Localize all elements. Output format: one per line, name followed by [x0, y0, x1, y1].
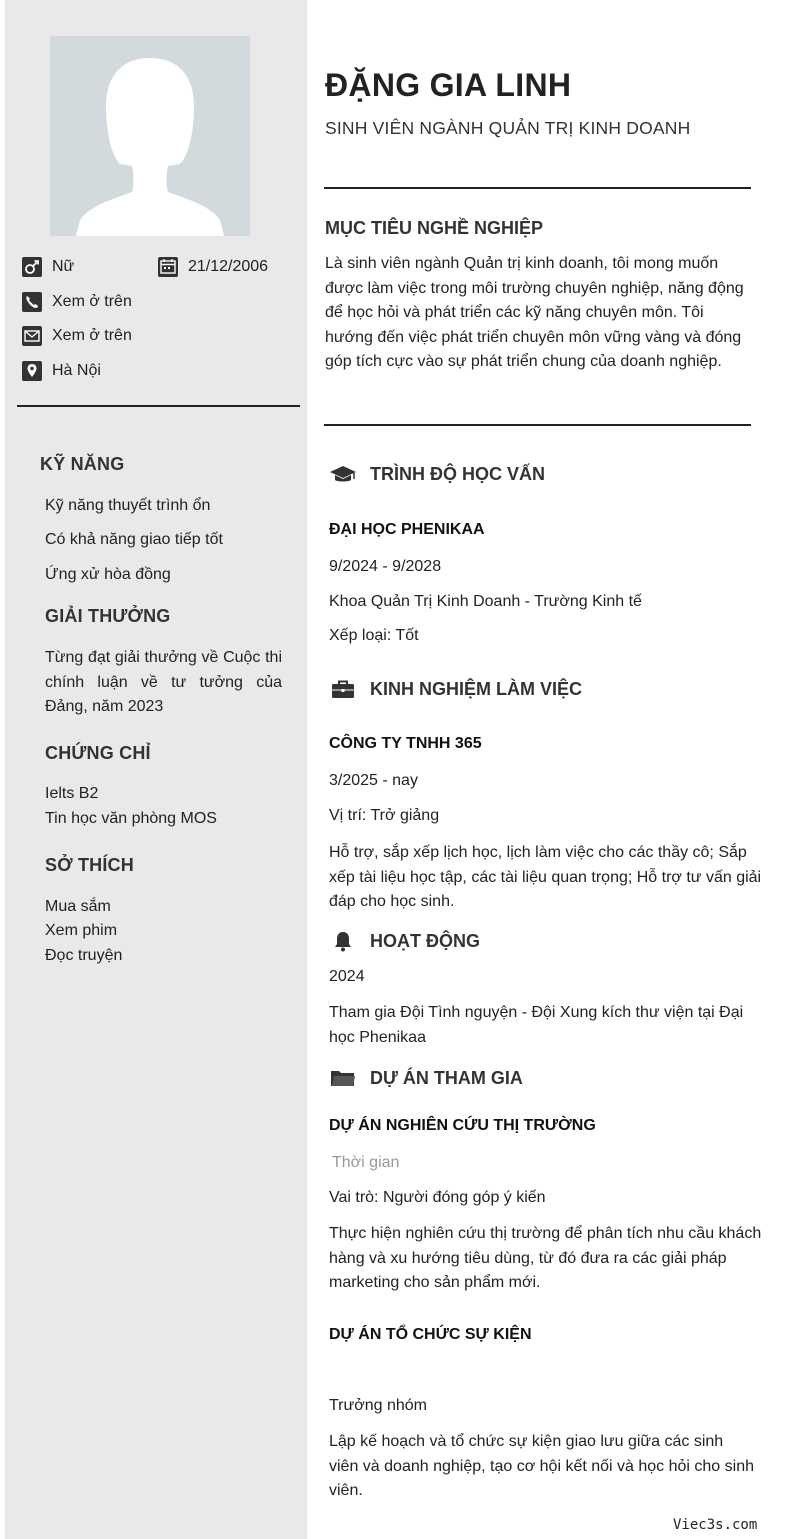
phone-icon [22, 292, 42, 312]
project-role: Vai trò: Người đóng góp ý kiến [329, 1189, 546, 1206]
address-text: Hà Nội [52, 362, 101, 379]
email-icon [22, 326, 42, 346]
education-header [329, 462, 545, 486]
project-time: Thời gian [332, 1154, 400, 1171]
project-name: DỰ ÁN NGHIÊN CỨU THỊ TRƯỜNG [329, 1117, 596, 1134]
experience-heading: KINH NGHIỆM LÀM VIỆC [370, 678, 583, 699]
gender-icon [22, 257, 42, 277]
awards-text: Từng đạt giải thưởng về Cuộc thi chính luận về tư tưởng của Đảng, năm 2023 [45, 649, 282, 715]
candidate-name: ĐẶNG GIA LINH [325, 67, 572, 103]
graduation-cap-icon [329, 462, 357, 486]
phone-info [22, 292, 132, 312]
project-description: Lập kế hoạch và tổ chức sự kiện giao lưu giữa các sinh viên và doanh nghiệp, tạo cơ hội kết nối và học hỏi cho sinh viên. [329, 1433, 754, 1499]
hobby-item: Xem phim [45, 922, 118, 939]
calendar-icon [158, 257, 178, 277]
candidate-title: SINH VIÊN NGÀNH QUẢN TRỊ KINH DOANH [325, 118, 691, 138]
objective-text: Là sinh viên ngành Quản trị kinh doanh, tôi mong muốn được làm việc trong môi trường chuyên nghiệp, năng động để học hỏi và phát triển các kỹ năng chuyên môn. Tôi hướng đến việc phát triển chuyên môn vững vàng và đóng góp tích cực vào sự phát triển chung của doanh nghiệp. [325, 255, 744, 371]
project-role: Trưởng nhóm [329, 1397, 427, 1414]
awards-heading: GIẢI THƯỞNG [45, 606, 171, 626]
experience-header [329, 677, 582, 701]
watermark-text: Viec3s.com [673, 1517, 758, 1533]
certificate-item: Tin học văn phòng MOS [45, 810, 217, 827]
education-period: 9/2024 - 9/2028 [329, 558, 442, 575]
objective-divider [324, 424, 751, 426]
hobby-item: Mua sắm [45, 898, 111, 915]
certificate-item: Ielts B2 [45, 785, 99, 802]
email-info [22, 326, 132, 346]
projects-heading: DỰ ÁN THAM GIA [370, 1067, 523, 1088]
experience-position: Vị trí: Trở giảng [329, 807, 440, 824]
education-heading: TRÌNH ĐỘ HỌC VẤN [370, 463, 545, 484]
gender-text: Nữ [52, 258, 75, 275]
hobby-item: Đọc truyện [45, 947, 123, 964]
gender-info [22, 257, 74, 277]
header-divider [324, 187, 751, 189]
birthdate-info [158, 257, 268, 277]
hobbies-heading: SỞ THÍCH [45, 855, 134, 875]
education-faculty: Khoa Quản Trị Kinh Doanh - Trường Kinh tế [329, 593, 642, 610]
skill-item: Có khả năng giao tiếp tốt [45, 531, 223, 548]
skill-item: Ứng xử hòa đồng [45, 566, 171, 583]
phone-text: Xem ở trên [52, 293, 132, 310]
experience-period: 3/2025 - nay [329, 772, 418, 789]
project-description: Thực hiện nghiên cứu thị trường để phân tích nhu cầu khách hàng và xu hướng tiêu dùng, từ đó đưa ra các giải pháp marketing cho sản phẩm mới. [329, 1225, 762, 1291]
folder-icon [329, 1066, 357, 1090]
email-text: Xem ở trên [52, 327, 132, 344]
skill-item: Kỹ năng thuyết trình ổn [45, 497, 211, 514]
skills-section [40, 454, 280, 475]
birthdate-text: 21/12/2006 [188, 258, 269, 275]
sidebar-divider [17, 405, 300, 407]
experience-description: Hỗ trợ, sắp xếp lịch học, lịch làm việc cho các thầy cô; Sắp xếp tài liệu học tập, các tài liệu quan trọng; Hỗ trợ tư vấn giải đáp cho học sinh. [329, 844, 762, 910]
education-grade: Xếp loại: Tốt [329, 627, 419, 644]
briefcase-icon [329, 677, 357, 701]
experience-company: CÔNG TY TNHH 365 [329, 735, 482, 752]
activities-heading: HOẠT ĐỘNG [370, 930, 480, 951]
certificates-heading: CHỨNG CHỈ [45, 743, 151, 763]
avatar-placeholder-icon [50, 36, 250, 236]
objective-heading: MỤC TIÊU NGHỀ NGHIỆP [325, 218, 544, 238]
location-icon [22, 361, 42, 381]
bell-icon [329, 929, 357, 953]
activities-header [329, 929, 480, 953]
activities-year: 2024 [329, 968, 365, 985]
education-school: ĐẠI HỌC PHENIKAA [329, 521, 485, 538]
address-info [22, 361, 101, 381]
projects-header [329, 1066, 523, 1090]
activities-description: Tham gia Đội Tình nguyện - Đội Xung kích thư viện tại Đại học Phenikaa [329, 1004, 744, 1046]
skills-heading: KỸ NĂNG [40, 454, 125, 474]
profile-photo [50, 36, 250, 236]
project-name: DỰ ÁN TỔ CHỨC SỰ KIỆN [329, 1326, 532, 1343]
